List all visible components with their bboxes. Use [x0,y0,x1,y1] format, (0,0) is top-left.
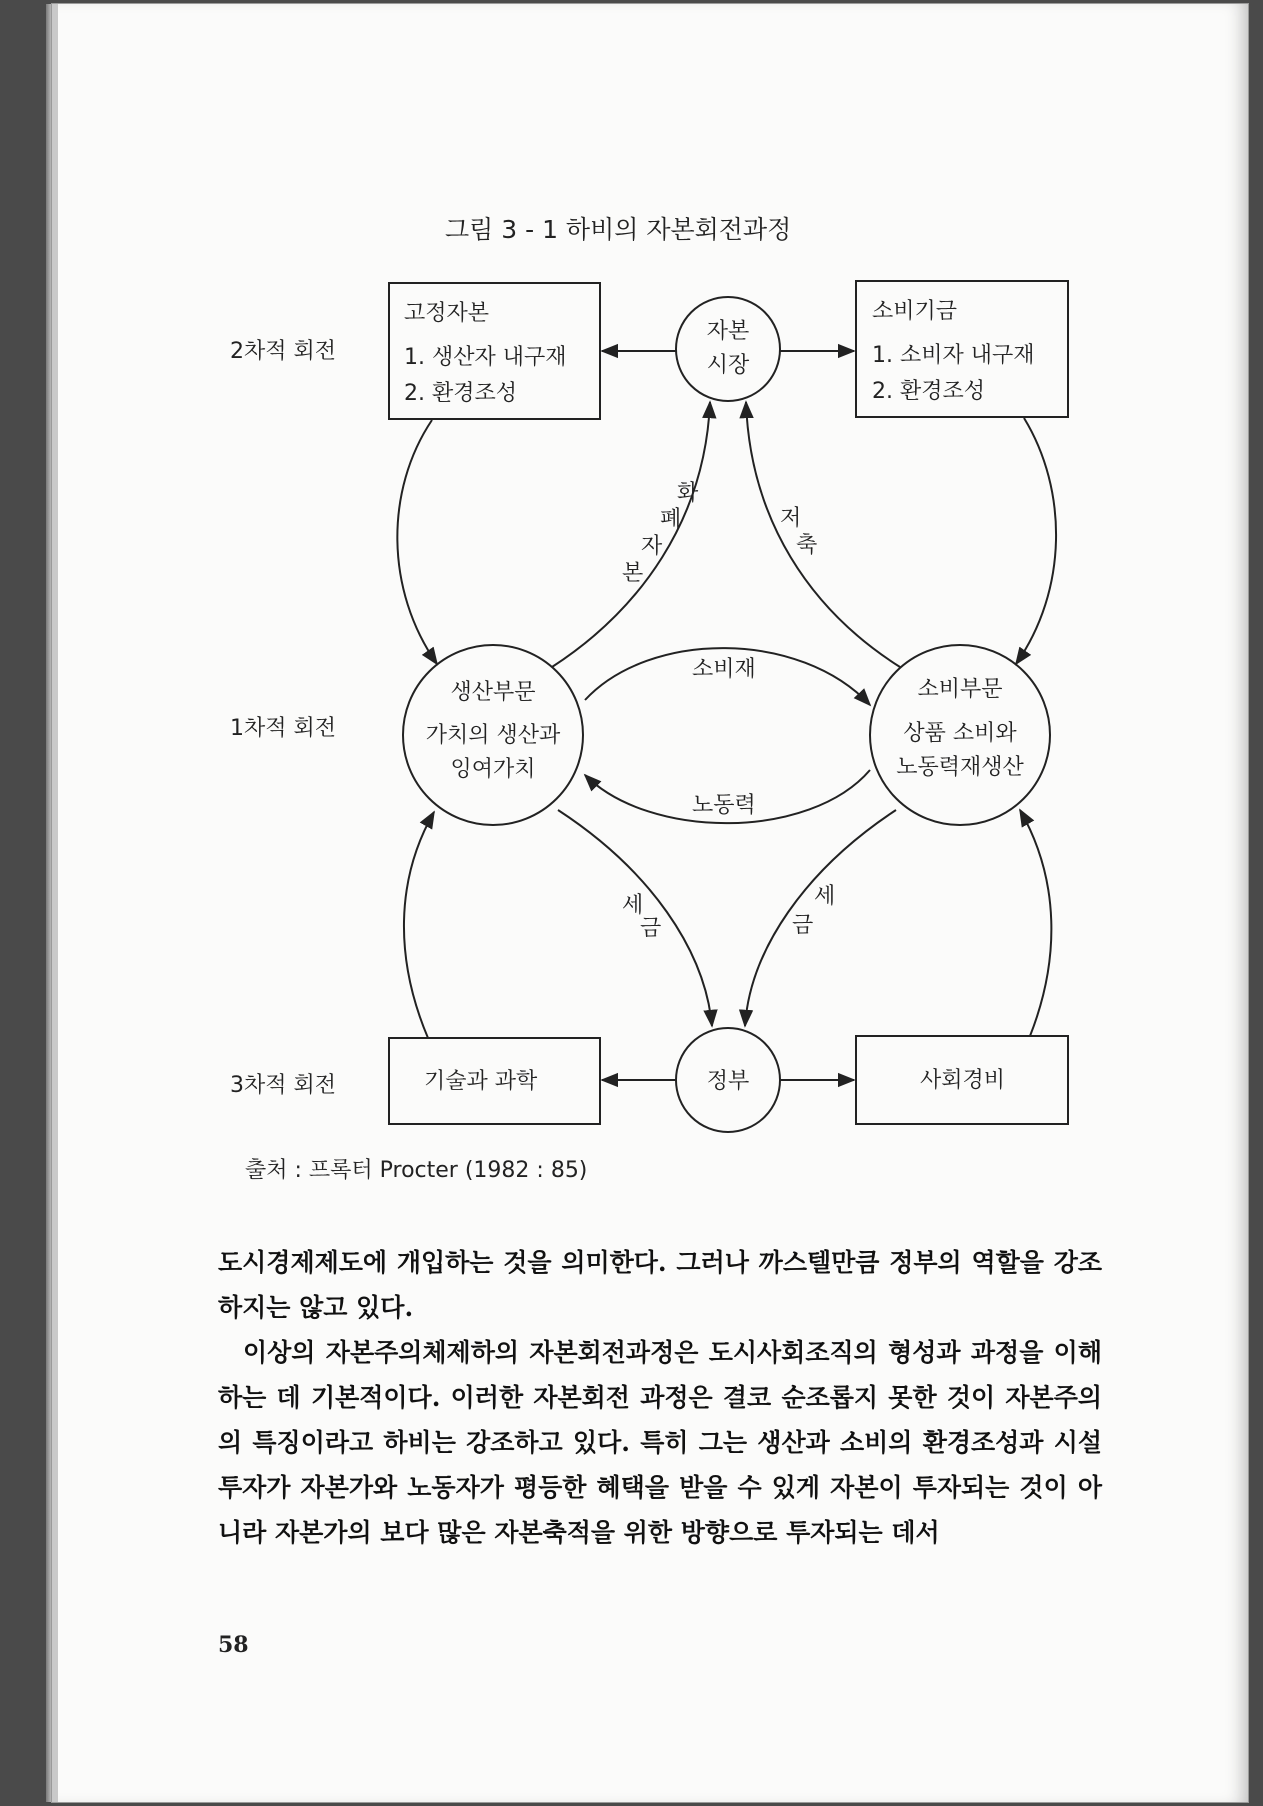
tech-science-label: 기술과 과학 [424,1069,538,1094]
production-line2: 가치의 생산과 [425,723,561,748]
figure-title: 그림 3 - 1 하비의 자본회전과정 [445,215,792,244]
arrow-social-to-consumption [1020,810,1051,1036]
paragraph: 도시경제제도에 개입하는 것을 의미한다. 그러나 까스텔만큼 정부의 역할을 강조하지는 않고 있다. [218,1248,1102,1322]
consumption-line1: 소비부문 [917,677,1003,702]
capital-market-circle [676,297,780,401]
flow-money-capital-2: 폐 [660,507,682,532]
flow-tax-right-2: 금 [792,913,814,938]
flow-money-capital-4: 본 [622,561,644,586]
round-label-first: 1차적 회전 [230,716,336,741]
flow-tax-left-1: 세 [622,893,644,918]
round-label-third: 3차적 회전 [230,1073,336,1098]
consumption-fund-title: 소비기금 [872,299,958,324]
consumption-fund-item1: 1. 소비자 내구재 [872,343,1035,368]
flow-tax-left-2: 금 [640,916,662,941]
government-label: 정부 [706,1069,750,1094]
arrow-savings [746,402,900,667]
flow-consumer-goods: 소비재 [692,657,756,682]
capital-market-line1: 자본 [706,319,750,344]
figure-source: 출처 : 프록터 Procter (1982 : 85) [245,1158,588,1183]
flow-tax-right-1: 세 [814,884,836,909]
fixed-capital-title: 고정자본 [404,301,490,326]
page-number: 58 [218,1632,249,1658]
production-line3: 잉여가치 [450,757,536,782]
production-line1: 생산부문 [450,680,536,705]
body-text [218,1240,1102,1555]
consumption-line2: 상품 소비와 [903,721,1017,746]
fixed-capital-item2: 2. 환경조성 [404,381,517,406]
fixed-capital-item1: 1. 생산자 내구재 [404,345,567,370]
capital-market-line2: 시장 [706,353,750,378]
arrow-tax-from-consumption [745,810,896,1026]
flow-labor: 노동력 [692,793,756,818]
paragraph: 이상의 자본주의체제하의 자본회전과정은 도시사회조직의 형성과 과정을 이해하는 데 기본적이다. 이러한 자본회전 과정은 결코 순조롭지 못한 것이 자본주의의 특징이라고 하비는 강조하고 있다. 특히 그는 생산과 소비의 환경조성과 시설투자가 자본가와 노동자가 평등한 혜택을 받을 수 있게 자본이 투자되는 것이 아니라 자본가의 보다 많은 자본축적을 위한 방향으로 투자되는 데서 [218,1338,1102,1547]
arrow-money-capital [552,402,710,667]
flow-savings-1: 저 [780,506,802,531]
round-label-second: 2차적 회전 [230,339,336,364]
social-expense-label: 사회경비 [920,1068,1006,1093]
flow-money-capital-3: 자 [641,534,663,559]
consumption-line3: 노동력재생산 [896,755,1024,780]
consumption-fund-item2: 2. 환경조성 [872,379,985,404]
arrow-tax-from-production [558,810,712,1026]
flow-money-capital-1: 화 [677,481,699,506]
flow-savings-2: 축 [796,533,818,558]
arrow-consumption-fund-to-consumption [1016,418,1056,664]
arrow-fixed-capital-to-production [397,420,437,664]
arrow-tech-to-production [404,812,434,1038]
